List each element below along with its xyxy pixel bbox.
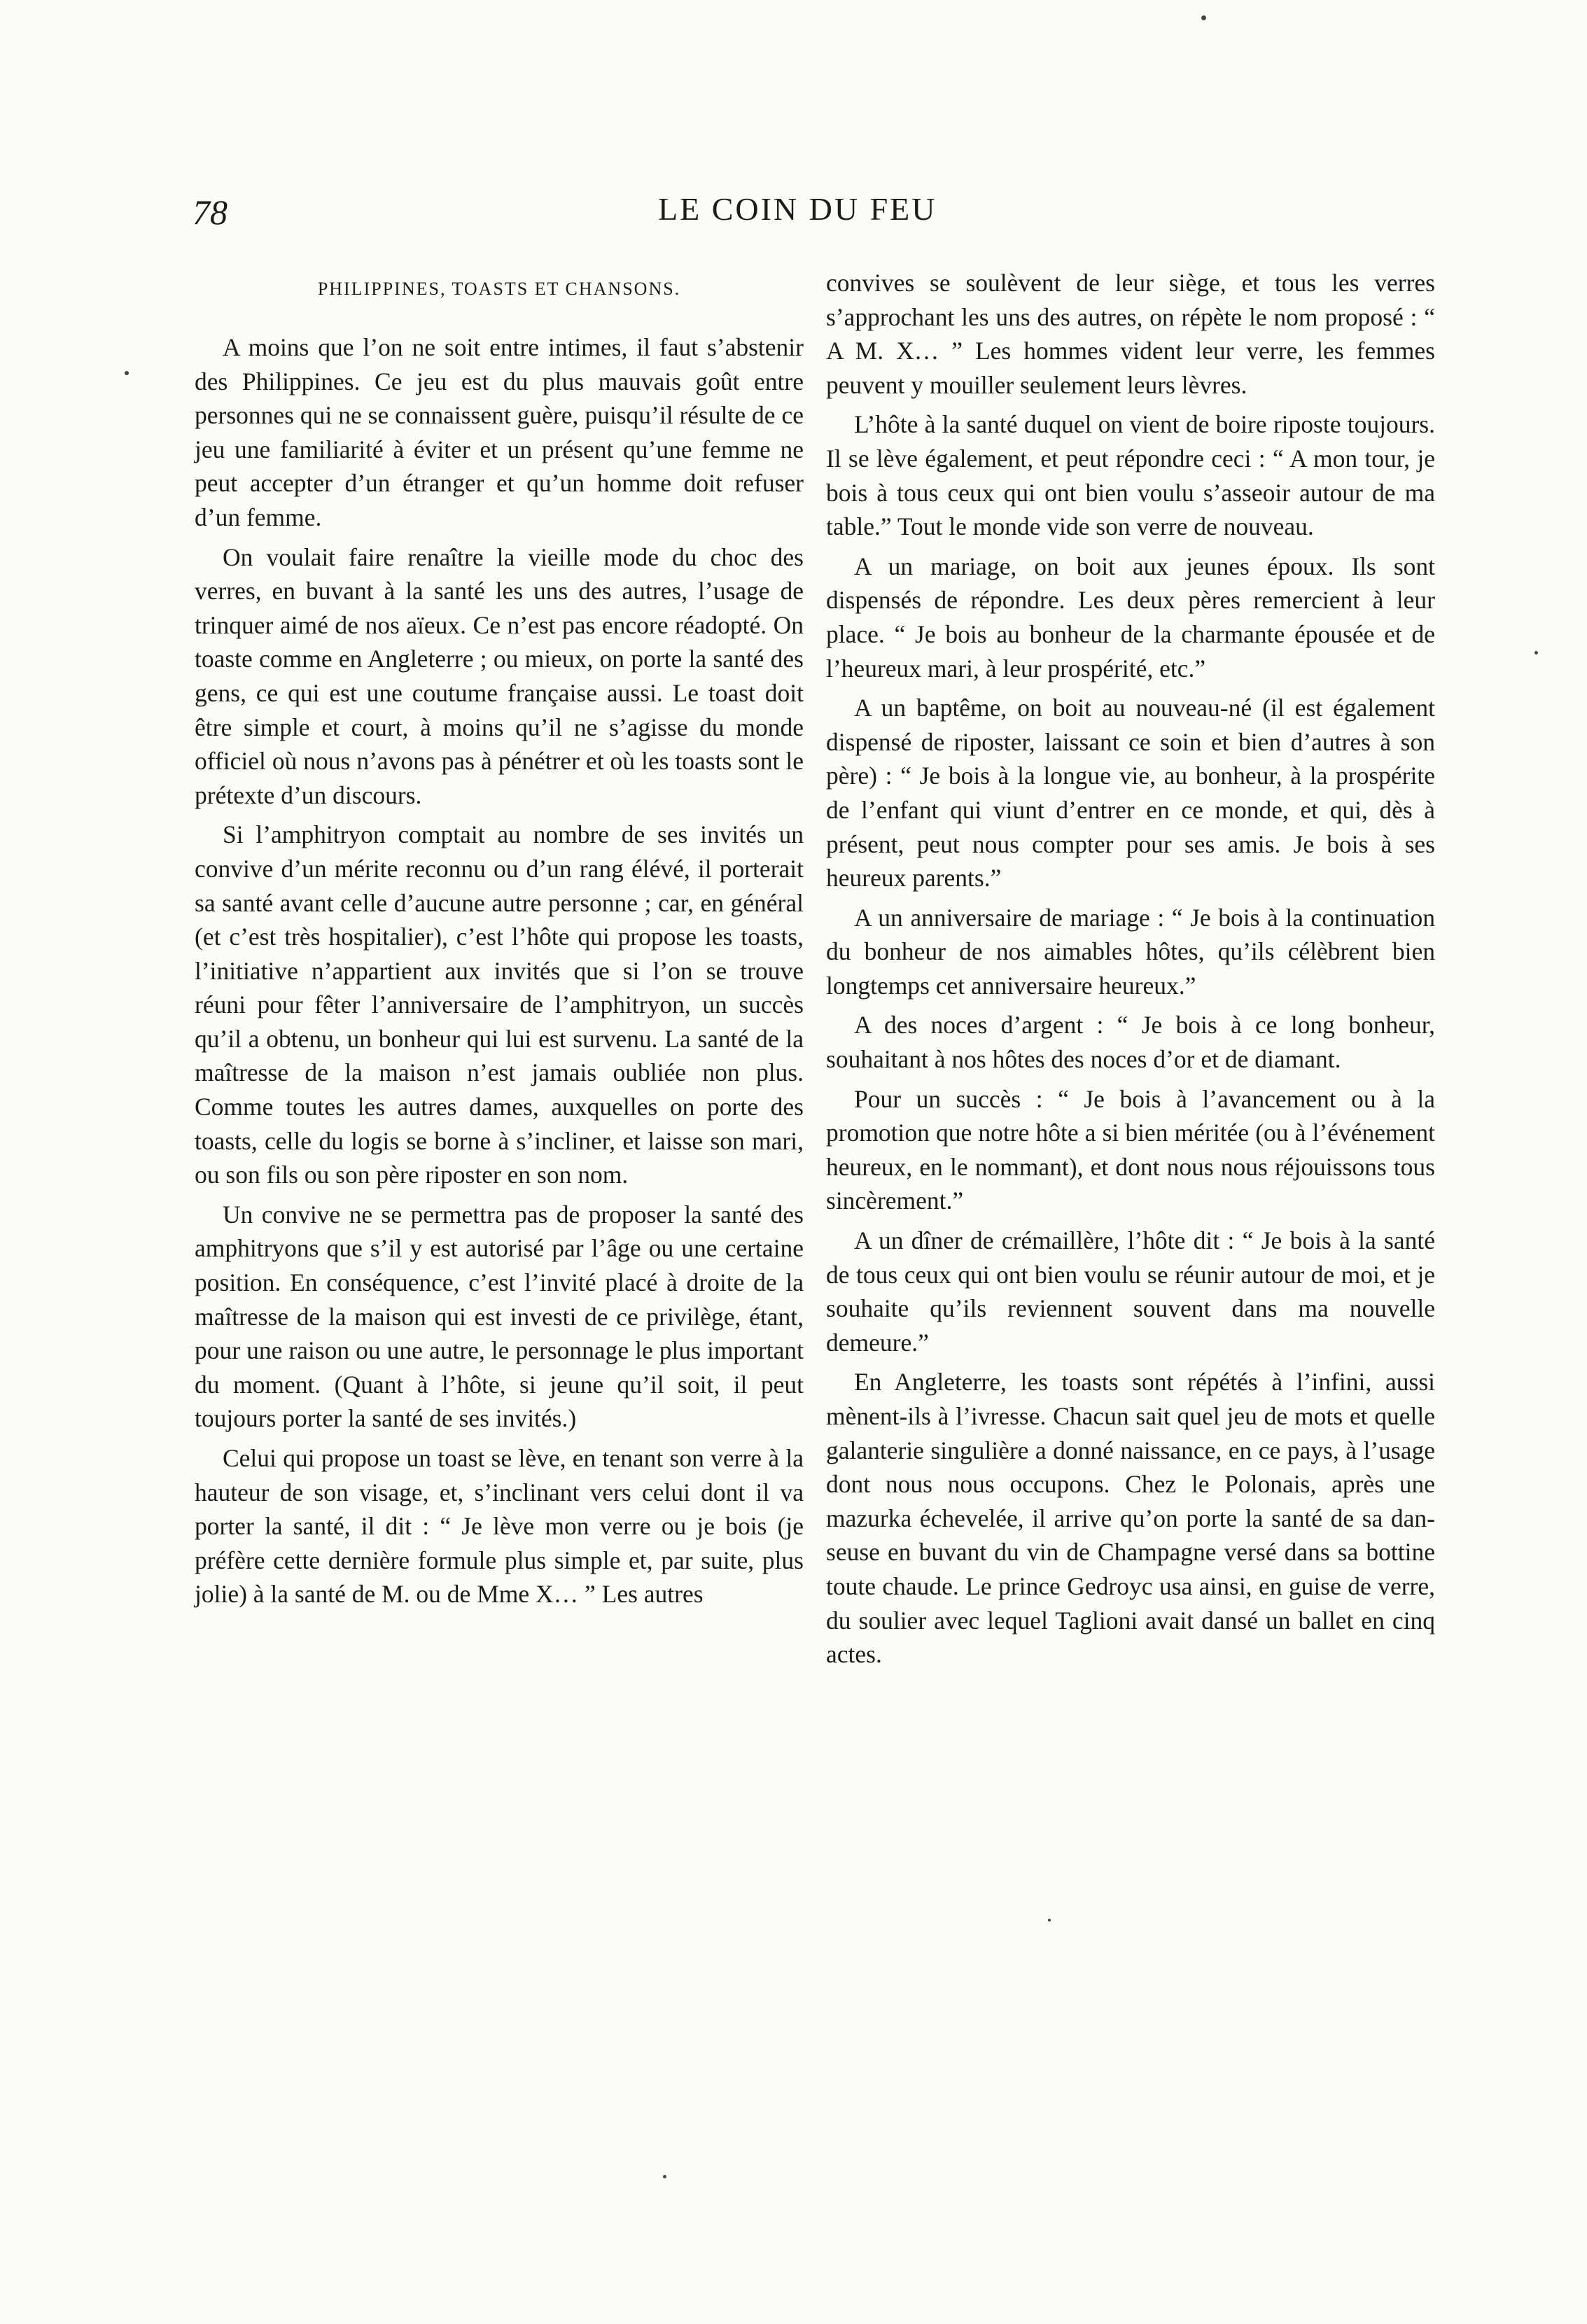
running-head: LE COIN DU FEU <box>658 191 937 227</box>
paragraph: Pour un succès : “ Je bois à l’avancement ou à la promotion que notre hôte a si bien méritée (ou à l’événement heureux, en le nommant), et dont nous nous réjouissons tous sincèrement.” <box>826 1084 1435 1215</box>
paper-speck <box>663 2175 666 2178</box>
paper-speck <box>1534 651 1538 654</box>
paragraph: Un convive ne se permettra pas de proposer la santé des amphitryons que s’il y est autorisé par l’âge ou une certaine position. En conséquence, c’est l’invité placé à droite de la maîtresse de la maison qui est investi de ce privilège, étant, pour une raison ou une autre, le personnage le plus important du moment. (Quant à l’hôte, si jeune qu’il soit, il peut toujours porter la santé de ses invités.) <box>195 1200 804 1433</box>
left-column <box>195 266 804 1617</box>
paragraph: A un baptême, on boit au nouveau-né (il est également dispensé de riposter, laissant ce soin et bien d’autres à son père) : “ Je bois à la longue vie, au bonheur, à la prospérite de l’enfant qui viunt d’entrer en ce monde, et qui, dès à présent, peut nous compter pour ses amis. Je bois à ses heureux parents.” <box>826 694 1435 892</box>
right-column <box>826 266 1435 1677</box>
paragraph: On voulait faire renaître la vieille mode du choc des verres, en buvant à la santé les uns des autres, l’usage de trinquer aimé de nos aïeux. Ce n’est pas encore réadopté. On toaste comme en Angleterre ; ou mieux, on porte la santé des gens, ce qui est une coutume française aussi. Le toast doit être simple et court, à moins qu’il ne s’agisse du monde officiel où nous n’avons pas à pénétrer et où les toasts sont le prétexte d’un discours. <box>195 542 804 809</box>
paragraph: Celui qui propose un toast se lève, en tenant son verre à la hauteur de son visage, et, s’inclinant vers celui dont il va porter la santé, il dit : “ Je lève mon verre ou je bois (je préfère cette dernière formule plus simple et, par suite, plus jolie) à la santé de M. ou de Mme X… ” Les autres <box>195 1444 804 1609</box>
section-title: PHILIPPINES, TOASTS ET CHANSONS. <box>317 279 681 299</box>
paper-speck <box>1201 15 1206 20</box>
paper-speck <box>1048 1919 1051 1921</box>
paragraph: Si l’amphitryon comptait au nombre de ses invités un convive d’un mérite reconnu ou d’un rang élévé, il porterait sa santé avant celle d’aucune autre personne ; car, en général (et c’est très hospitalier), c’est l’hôte qui propose les toasts, l’initiative n’appartient aux invités que si l’on se trouve réuni pour fêter l’anniversaire de l’amphitryon, un succès qu’il a obtenu, un bonheur qui lui est survenu. La santé de la maîtresse de la maison n’est jamais oubliée non plus. Comme toutes les autres dames, auxquelles on porte des toasts, celle du logis se borne à s’incliner, et laisse son mari, ou son fils ou son père riposter en son nom. <box>195 820 804 1189</box>
page-number: 78 <box>193 192 228 232</box>
paragraph: A un anniversaire de mariage : “ Je bois à la continuation du bonheur de nos aimables hôtes, qu’ils célèbrent bien longtemps cet anniversaire heureux.” <box>826 903 1435 1000</box>
paragraph: En Angleterre, les toasts sont répétés à l’infini, aussi mènent-ils à l’ivresse. Chacun sait quel jeu de mots et quelle galanterie singulière a donné naissance, en ce pays, à l’usage dont nous nous occupons. Chez le Polonais, après une mazurka échevelée, il arrive qu’on porte la santé de sa danseuse en buvant du vin de Champagne versé dans sa bottine toute chaude. Le prince Gedroyc usa ainsi, en guise de verre, du soulier avec lequel Taglioni avait dansé un ballet en cinq actes. <box>826 1368 1435 1669</box>
paper-speck <box>125 371 129 375</box>
paragraph: A des noces d’argent : “ Je bois à ce long bonheur, souhaitant à nos hôtes des noces d’or et de diamant. <box>826 1011 1435 1074</box>
paragraph: A un mariage, on boit aux jeunes époux. Ils sont dispensés de répondre. Les deux pères remercient à leur place. “ Je bois au bonheur de la charmante épousée et de l’heureux mari, à leur prospérité, etc.” <box>826 552 1435 682</box>
paragraph: convives se soulèvent de leur siège, et tous les verres s’approchant les uns des autres, on répète le nom proposé : “ A M. X… ” Les hommes vident leur verre, les femmes peuvent y mouiller seulement leurs lèvres. <box>826 269 1435 399</box>
paragraph: L’hôte à la santé duquel on vient de boire riposte toujours. Il se lève également, et peut répondre ceci : “ A mon tour, je bois à tous ceux qui ont bien voulu s’asseoir autour de ma table.” Tout le monde vide son verre de nouveau. <box>826 410 1435 541</box>
paragraph: A moins que l’on ne soit entre intimes, il faut s’abstenir des Philippines. Ce jeu est du plus mauvais goût entre personnes qui ne se connaissent guère, puisqu’il résulte de ce jeu une familiarité à éviter et un présent qu’une femme ne peut accepter d’un étranger et qu’un homme doit refuser d’un femme. <box>195 333 804 531</box>
paragraph: A un dîner de crémaillère, l’hôte dit : “ Je bois à la santé de tous ceux qui ont bien voulu se réunir autour de moi, et je souhaite qu’ils reviennent souvent dans ma nouvelle demeure.” <box>826 1226 1435 1357</box>
